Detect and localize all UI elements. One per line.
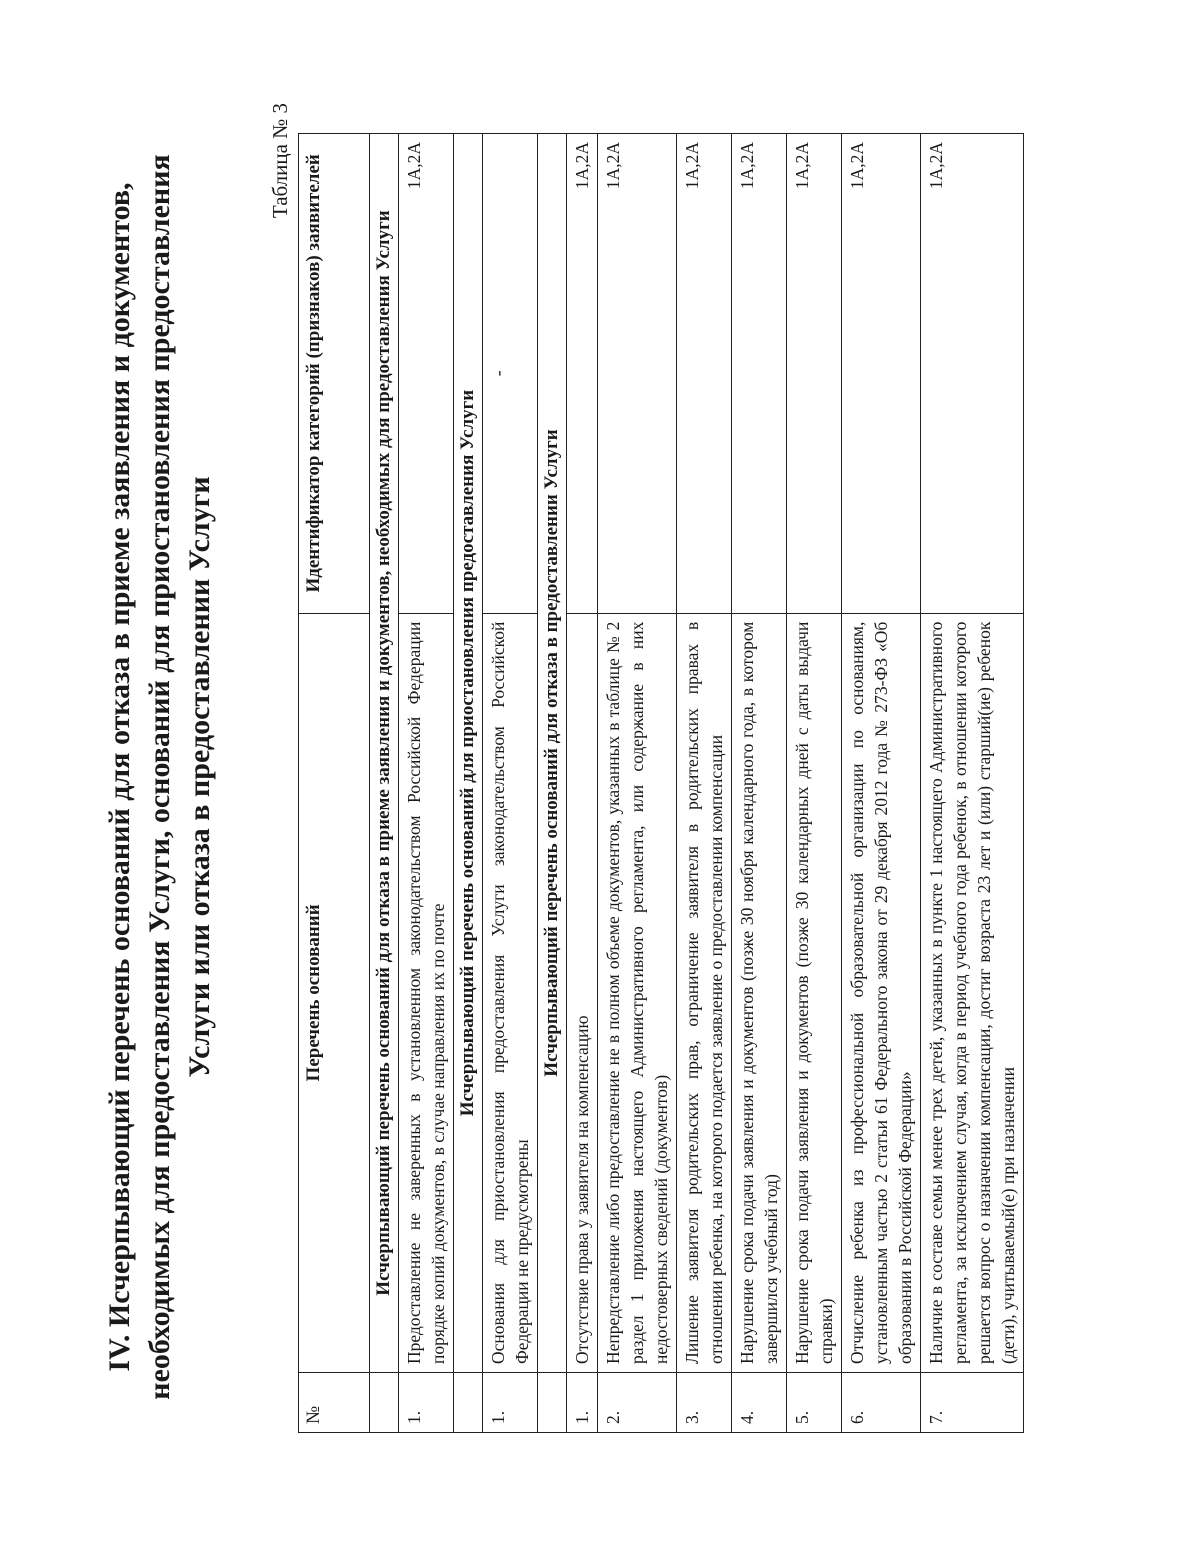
section-title: Исчерпывающий перечень оснований для приостановления предоставления Услуги [454,134,483,1373]
row-reason: Нарушение срока подачи заявления и документов (позже 30 ноября календарного года, в котором завершился учебный год) [732,613,787,1372]
table-row [598,134,677,1433]
table-label: Таблица № 3 [268,103,292,219]
row-identifier: 1А,2А [732,134,787,614]
document-title: IV. Исчерпывающий перечень оснований для отказа в приеме заявления и документов, необходимых для предоставления Услуги, оснований для приостановления предоставления Услуги или отказа в предоставлении Услуги [103,154,216,1400]
table-row [921,134,1024,1433]
table-row [567,134,598,1433]
row-number: 3. [677,1373,732,1433]
reasons-table [298,133,1024,1433]
table-row [677,134,732,1433]
row-reason: Лишение заявителя родительских прав, ограничение заявителя в родительских правах в отношении ребенка, на которого подается заявление о предоставлении компенсации [677,613,732,1372]
table-row [732,134,787,1433]
row-identifier: 1А,2А [598,134,677,614]
section-title: Исчерпывающий перечень оснований для отказа в приеме заявления и документов, необходимых для предоставления Услуги [370,134,399,1373]
row-number: 2. [598,1373,677,1433]
row-identifier: 1А,2А [677,134,732,614]
row-reason: Отсутствие права у заявителя на компенсацию [567,613,598,1372]
section-title: Исчерпывающий перечень оснований для отказа в предоставлении Услуги [538,134,567,1373]
row-number: 1. [567,1373,598,1433]
table-row [399,134,454,1433]
section-spacer [454,1373,483,1433]
section-row-refusal-acceptance [370,134,399,1433]
row-number: 6. [842,1373,921,1433]
row-reason: Предоставление не заверенных в установленном законодательством Российской Федерации порядке копий документов, в случае направления их по почте [399,613,454,1372]
row-reason: Наличие в составе семьи менее трех детей, указанных в пункте 1 настоящего Административного регламента, за исключением случая, когда в период учебного года ребенок, в отношении которого решается вопрос о назначении компенсации, достиг возраста 23 лет и (или) старший(ие) ребенок (дети), учитываемый(е) при назначении [921,613,1024,1372]
row-identifier: 1А,2А [921,134,1024,614]
section-row-refusal-service [538,134,567,1433]
section-row-suspension [454,134,483,1433]
header-reasons: Перечень оснований [299,613,370,1372]
header-identifier: Идентификатор категорий (признаков) заявителей [299,134,370,614]
section-spacer [538,1373,567,1433]
row-reason: Нарушение срока подачи заявления и документов (позже 30 календарных дней с даты выдачи справки) [787,613,842,1372]
row-number: 7. [921,1373,1024,1433]
table-row [842,134,921,1433]
row-reason: Непредставление либо предоставление не в полном объеме документов, указанных в таблице № 2 раздел 1 приложения настоящего Административного регламента, или содержание в них недостоверных сведений (документов) [598,613,677,1372]
table-row [483,134,538,1433]
row-number: 5. [787,1373,842,1433]
table-row [787,134,842,1433]
table-header-row [299,134,370,1433]
row-identifier: 1А,2А [399,134,454,614]
row-identifier: - [483,134,538,614]
header-number: № [299,1373,370,1433]
row-reason: Основания для приостановления предоставления Услуги законодательством Российской Федерации не предусмотрены [483,613,538,1372]
document-page [100,91,1100,1463]
row-number: 4. [732,1373,787,1433]
section-spacer [370,1373,399,1433]
row-number: 1. [399,1373,454,1433]
row-identifier: 1А,2А [787,134,842,614]
row-reason: Отчисление ребенка из профессиональной образовательной организации по основаниям, установленным частью 2 статьи 61 Федерального закона от 29 декабря 2012 года № 273-ФЗ «Об образовании в Российской Федерации» [842,613,921,1372]
row-number: 1. [483,1373,538,1433]
row-identifier: 1А,2А [842,134,921,614]
row-identifier: 1А,2А [567,134,598,614]
